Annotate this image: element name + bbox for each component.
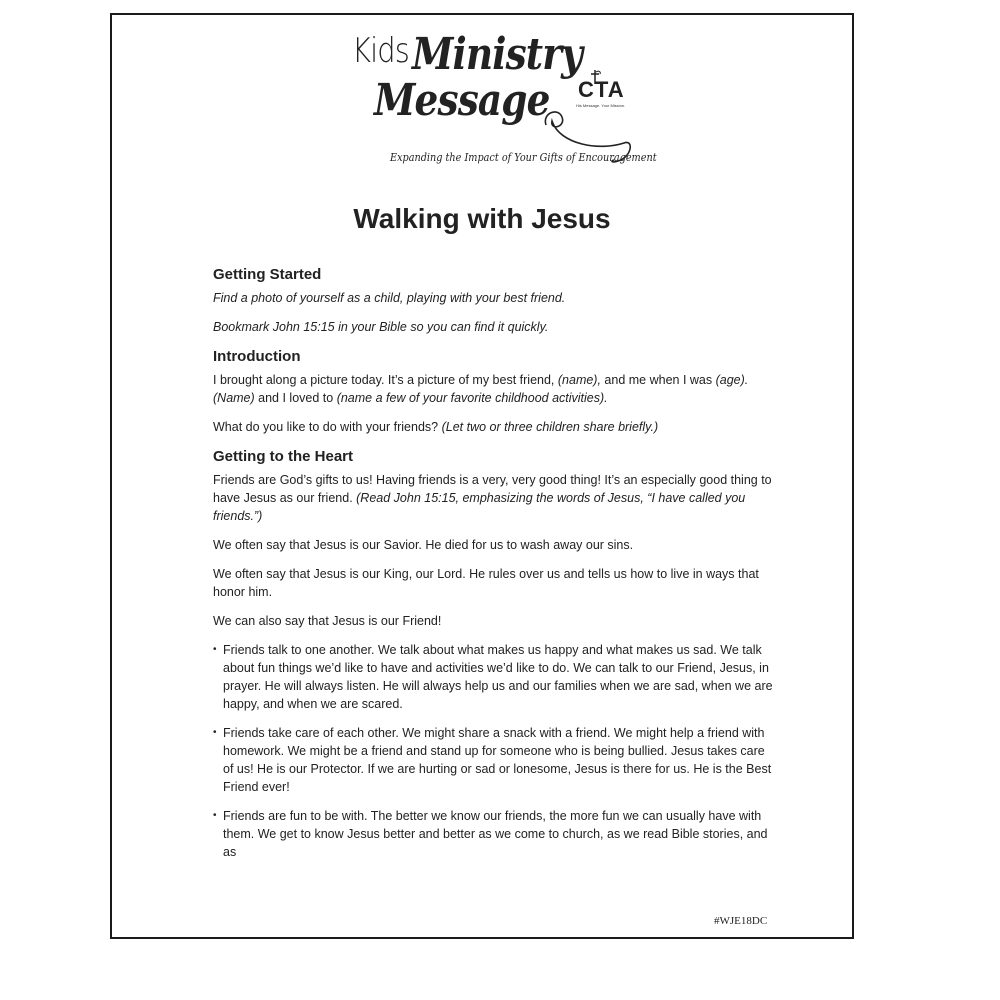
introduction-paragraph-2: What do you like to do with your friends? (Let two or three children share briefly.) (213, 420, 659, 434)
heart-paragraph-4: We can also say that Jesus is our Friend! (213, 614, 442, 628)
page-title: Walking with Jesus (353, 203, 611, 234)
logo-cta-tagline: His Message. Your Mission. (576, 103, 626, 108)
kids-ministry-message-logo (350, 25, 657, 167)
logo-kids-text: Kids (352, 31, 409, 71)
logo-tagline: Expanding the Impact of Your Gifts of Encouragement (390, 151, 657, 164)
introduction-paragraph-1: I brought along a picture today. It’s a picture of my best friend, (name), and me when I was (age). (Name) and I loved to (name a few of your favorite childhood activities). (213, 373, 749, 405)
getting-started-instruction-2: Bookmark John 15:15 in your Bible so you can find it quickly. (213, 320, 549, 334)
logo-message-text: Message (374, 75, 550, 126)
document-page (110, 13, 854, 939)
heart-paragraph-2: We often say that Jesus is our Savior. He died for us to wash away our sins. (213, 538, 634, 552)
section-heading-getting-to-heart: Getting to the Heart (213, 448, 354, 465)
bullet-icon: • (213, 727, 217, 738)
logo-cta-text: CTA (578, 77, 625, 102)
logo-ministry-text: Ministry (412, 29, 582, 80)
heart-paragraph-1: Friends are God’s gifts to us! Having friends is a very, very good thing! It’s an especially good thing to have Jesus as our friend. (Read John 15:15, emphasizing the words of Jesus, “I have called you friends.”) (213, 473, 772, 523)
getting-started-instruction-1: Find a photo of yourself as a child, playing with your best friend. (213, 291, 566, 305)
list-item: • Friends take care of each other. We might share a snack with a friend. We might help a friend with homework. We might be a friend and stand up for someone who is being bullied. Jesus takes care of us! He is our Protector. If we are hurting or sad or lonesome, Jesus is there for us. He is the Best Friend ever! (213, 726, 772, 794)
document-id: #WJE18DC (714, 915, 768, 927)
section-heading-getting-started: Getting Started (213, 266, 322, 283)
list-item: • Friends talk to one another. We talk about what makes us happy and what makes us sad. We talk about fun things we’d like to have and activities we’d like to do. We can talk to our Friend, Jesus, in prayer. He will always listen. He will always help us and our families when we are sad, when we are happy, and when we are scared. (213, 643, 773, 711)
lesson-content (213, 265, 773, 872)
section-heading-introduction: Introduction (213, 348, 301, 365)
heart-paragraph-3: We often say that Jesus is our King, our Lord. He rules over us and tells us how to live in ways that honor him. (213, 567, 759, 599)
friendship-bullet-list (213, 641, 773, 861)
list-item: • Friends are fun to be with. The better we know our friends, the more fun we can usually have with them. We get to know Jesus better and better as we come to church, as we read Bible stories, and as (213, 809, 768, 859)
bullet-icon: • (213, 810, 217, 821)
bullet-icon: • (213, 644, 217, 655)
